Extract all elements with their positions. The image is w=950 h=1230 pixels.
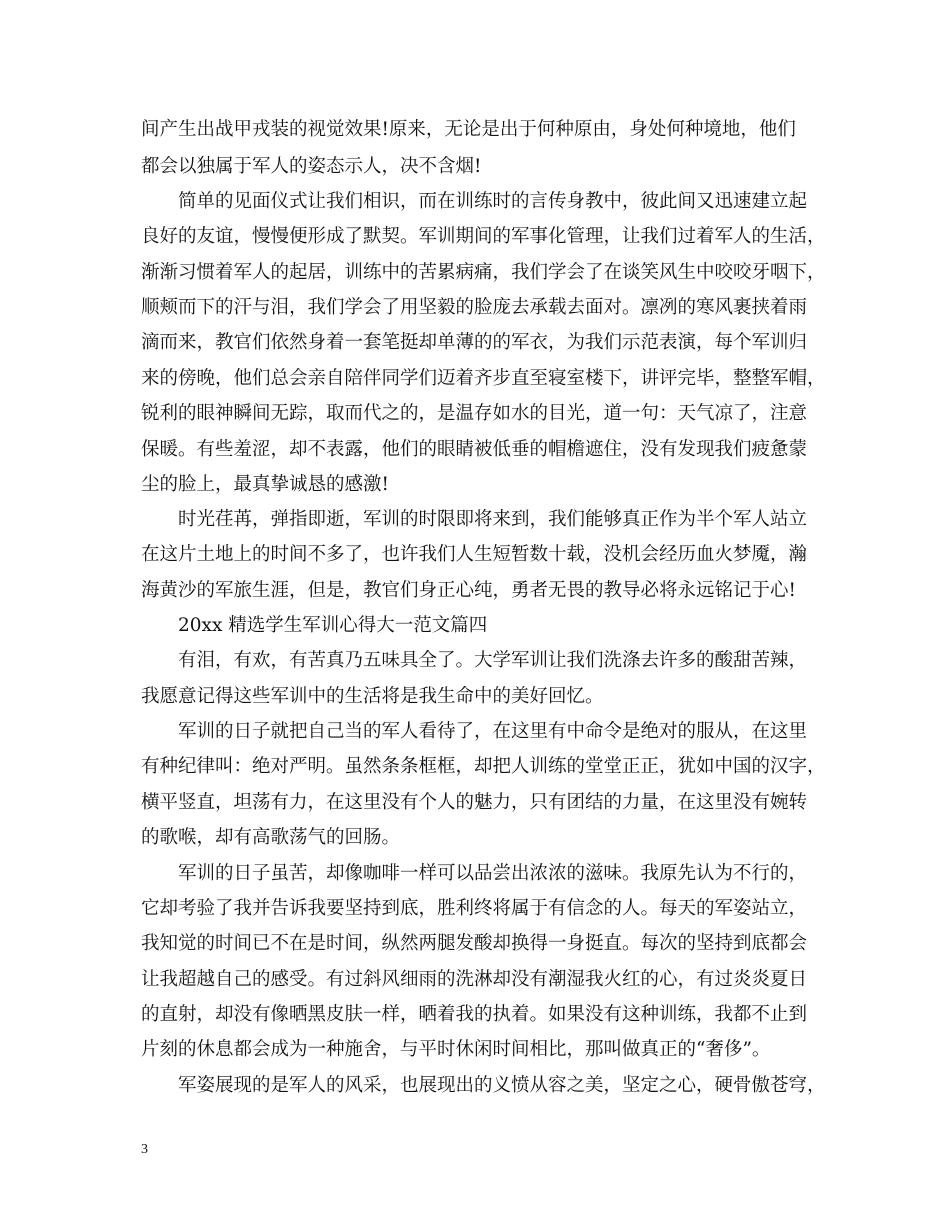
text-line: 良好的友谊，慢慢便形成了默契。军训期间的军事化管理，让我们过着军人的生活，: [141, 226, 826, 247]
text-line: 军训的日子虽苦，却像咖啡一样可以品尝出浓浓的滋味。我原先认为不行的，: [178, 863, 808, 884]
text-line: 间产生出战甲戎装的视觉效果!原来，无论是出于何种原由，身处何种境地，他们: [141, 119, 796, 140]
text-line: 来的傍晚，他们总会亲自陪伴同学们迈着齐步直至寝室楼下，讲评完毕，整整军帽，: [141, 368, 826, 389]
text-line: 锐利的眼神瞬间无踪，取而代之的，是温存如水的目光，道一句：天气凉了，注意: [141, 403, 808, 424]
text-line: 海黄沙的军旅生涯，但是，教官们身正心纯，勇者无畏的教导必将永远铭记于心!: [141, 580, 796, 601]
text-line: 在这片土地上的时间不多了，也许我们人生短暂数十载，没机会经历血火梦魇，瀚: [141, 544, 808, 565]
text-line: 滴而来，教官们依然身着一套笔挺却单薄的的军衣，为我们示范表演，每个军训归: [141, 332, 808, 353]
text-line: 渐渐习惯着军人的起居，训练中的苦累病痛，我们学会了在谈笑风生中咬咬牙咽下，: [141, 262, 826, 283]
text-line: 我愿意记得这些军训中的生活将是我生命中的美好回忆。: [141, 686, 604, 707]
text-line: 尘的脸上，最真挚诚恳的感激!: [141, 474, 389, 495]
text-line: 都会以独属于军人的姿态示人，决不含烟!: [141, 156, 482, 177]
text-line: 保暖。有些羞涩，却不表露，他们的眼睛被低垂的帽檐遮住，没有发现我们疲惫蒙: [141, 439, 808, 460]
page-number: 3: [141, 1142, 148, 1157]
text-line: 时光荏苒，弹指即逝，军训的时限即将来到，我们能够真正作为半个军人站立: [178, 509, 808, 530]
text-line: 横平竖直，坦荡有力，在这里没有个人的魅力，只有团结的力量，在这里没有婉转: [141, 792, 808, 813]
text-line: 军姿展现的是军人的风采，也展现出的义愤从容之美，坚定之心，硬骨傲苍穹，: [178, 1075, 826, 1096]
section-heading: 20xx 精选学生军训心得大一范文篇四: [178, 615, 488, 636]
text-line: 顺颊而下的汗与泪，我们学会了用坚毅的脸庞去承载去面对。凛冽的寒风裹挟着雨: [141, 297, 808, 318]
text-line: 让我超越自己的感受。有过斜风细雨的洗淋却没有潮湿我火红的心，有过炎炎夏日: [141, 969, 808, 990]
text-line: 有泪，有欢，有苦真乃五味具全了。大学军训让我们洗涤去许多的酸甜苦辣，: [178, 650, 808, 671]
text-line: 简单的见面仪式让我们相识，而在训练时的言传身教中，彼此间又迅速建立起: [178, 191, 808, 212]
text-line: 有种纪律叫：绝对严明。虽然条条框框，却把人训练的堂堂正正，犹如中国的汉字，: [141, 756, 826, 777]
text-line: 我知觉的时间已不在是时间，纵然两腿发酸却换得一身挺直。每次的坚持到底都会: [141, 933, 808, 954]
text-line: 片刻的休息都会成为一种施舍，与平时休闲时间相比，那叫做真正的“奢侈”。: [141, 1039, 771, 1060]
text-line: 的直射，却没有像晒黑皮肤一样，晒着我的执着。如果没有这种训练，我都不止到: [141, 1004, 808, 1025]
text-line: 它却考验了我并告诉我要坚持到底，胜利终将属于有信念的人。每天的军姿站立，: [141, 898, 808, 919]
text-line: 的歌喉，却有高歌荡气的回肠。: [141, 827, 401, 848]
text-line: 军训的日子就把自己当的军人看待了，在这里有中命令是绝对的服从，在这里: [178, 721, 808, 742]
